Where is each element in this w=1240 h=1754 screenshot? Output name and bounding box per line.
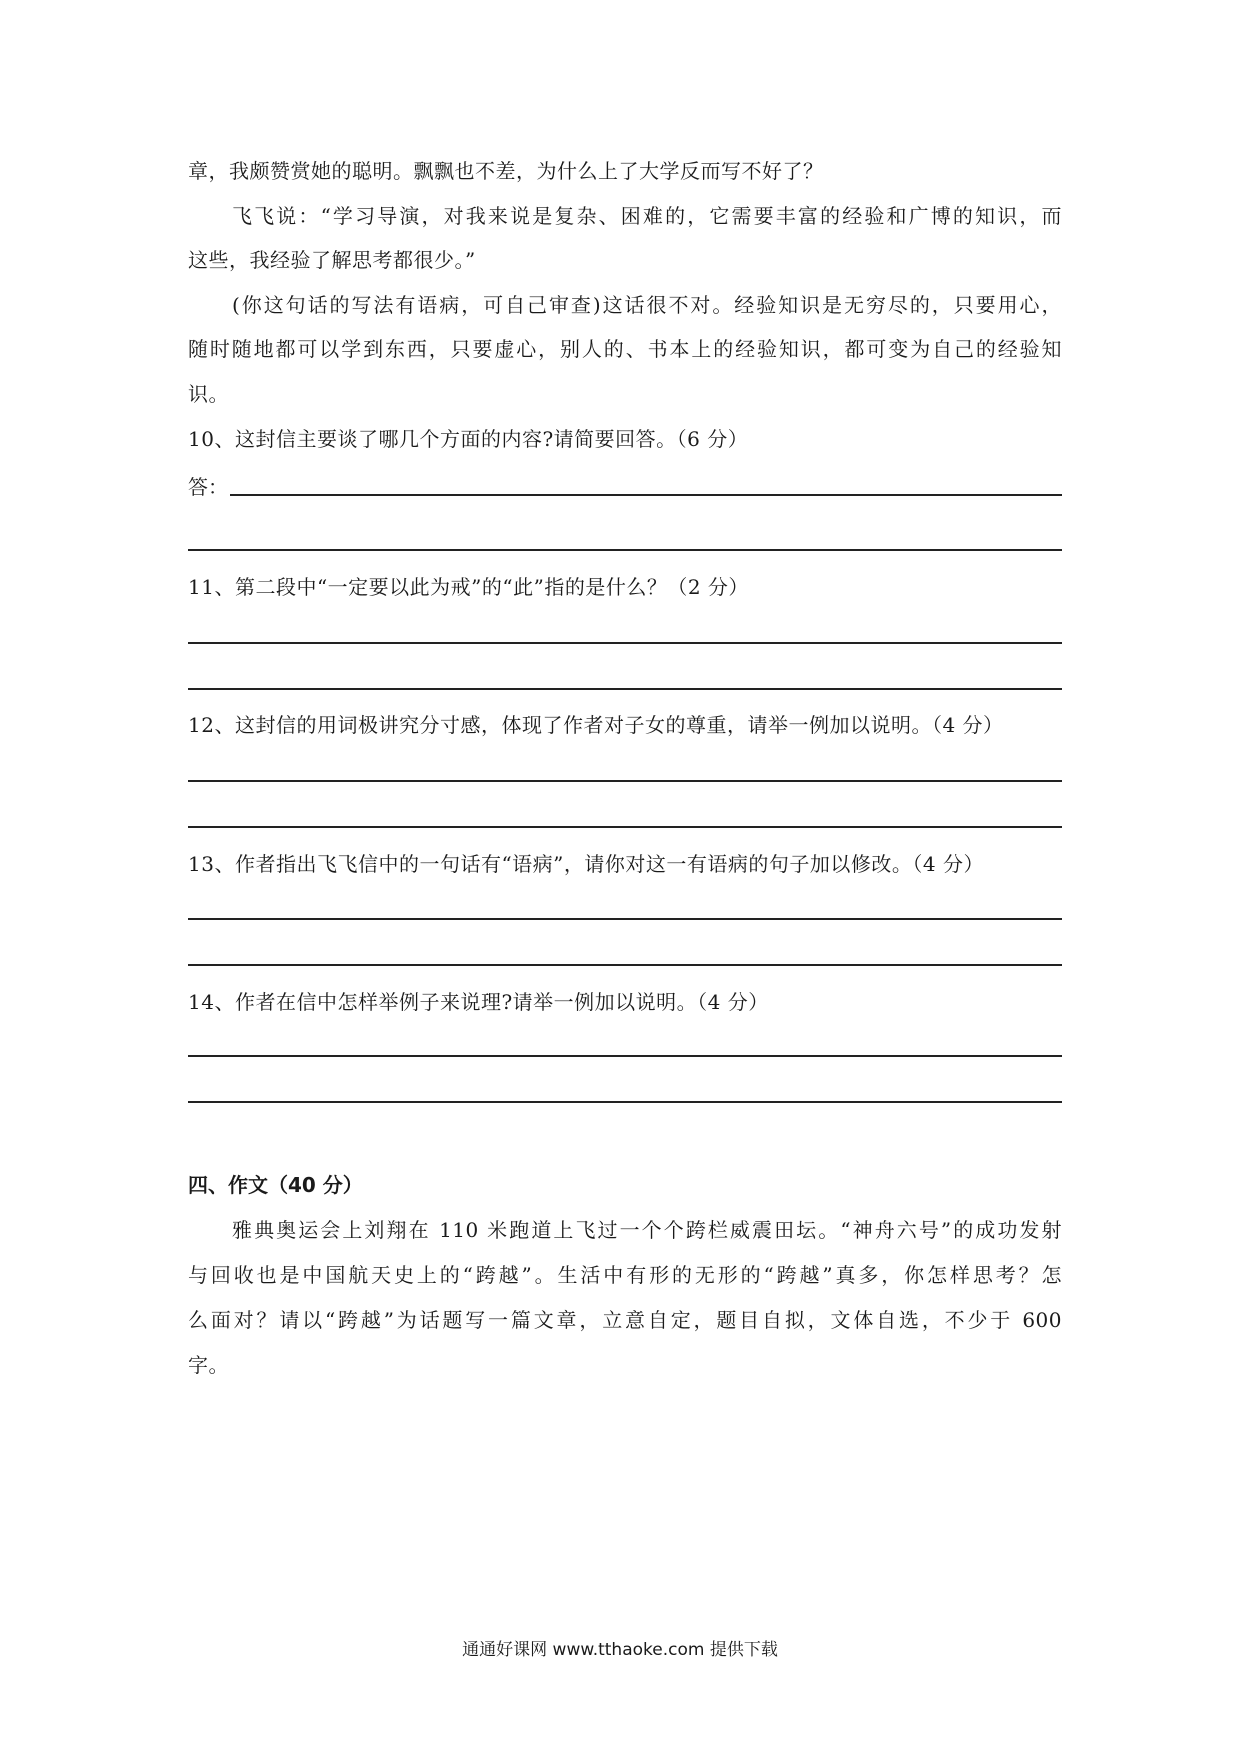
- answer-line[interactable]: [188, 780, 1062, 782]
- passage-line: 随时随地都可以学到东西，只要虚心，别人的、书本上的经验知识，都可变为自己的经验知: [188, 337, 1062, 361]
- answer-line[interactable]: [188, 1101, 1062, 1103]
- essay-heading: 四、作文（40 分）: [188, 1173, 363, 1197]
- question-11: 11、第二段中“一定要以此为戒”的“此”指的是什么？（2 分）: [188, 575, 749, 599]
- question-12: 12、这封信的用词极讲究分寸感，体现了作者对子女的尊重，请举一例加以说明。（4 分）: [188, 713, 1004, 737]
- answer-line[interactable]: [188, 688, 1062, 690]
- answer-line[interactable]: [188, 918, 1062, 920]
- passage-line: 飞飞说：“学习导演，对我来说是复杂、困难的，它需要丰富的经验和广博的知识，而: [232, 204, 1062, 228]
- answer-line[interactable]: [230, 494, 1062, 496]
- passage-line: 识。: [188, 382, 229, 406]
- essay-prompt-line: 么面对？请以“跨越”为话题写一篇文章，立意自定，题目自拟，文体自选，不少于 600: [188, 1308, 1062, 1332]
- passage-line: 这些，我经验了解思考都很少。”: [188, 248, 476, 272]
- answer-line[interactable]: [188, 1055, 1062, 1057]
- passage-line: 章，我颇赞赏她的聪明。飘飘也不差，为什么上了大学反而写不好了？: [188, 159, 824, 183]
- essay-prompt-line: 字。: [188, 1353, 229, 1377]
- question-14: 14、作者在信中怎样举例子来说理?请举一例加以说明。（4 分）: [188, 990, 769, 1014]
- question-10: 10、这封信主要谈了哪几个方面的内容?请简要回答。（6 分）: [188, 427, 749, 451]
- essay-prompt-line: 雅典奥运会上刘翔在 110 米跑道上飞过一个个跨栏威震田坛。“神舟六号”的成功发射: [232, 1218, 1062, 1242]
- answer-line[interactable]: [188, 549, 1062, 551]
- answer-line[interactable]: [188, 964, 1062, 966]
- answer-line[interactable]: [188, 826, 1062, 828]
- question-13: 13、作者指出飞飞信中的一句话有“语病”，请你对这一有语病的句子加以修改。（4 分）: [188, 852, 984, 876]
- answer-row[interactable]: [188, 472, 1062, 502]
- answer-line[interactable]: [188, 642, 1062, 644]
- essay-prompt-line: 与回收也是中国航天史上的“跨越”。生活中有形的无形的“跨越”真多，你怎样思考？怎: [188, 1263, 1062, 1287]
- page-footer: 通通好课网 www.tthaoke.com 提供下载: [462, 1640, 778, 1660]
- answer-label: 答：: [188, 475, 228, 499]
- passage-line: (你这句话的写法有语病，可自己审查)这话很不对。经验知识是无穷尽的，只要用心，: [232, 293, 1062, 317]
